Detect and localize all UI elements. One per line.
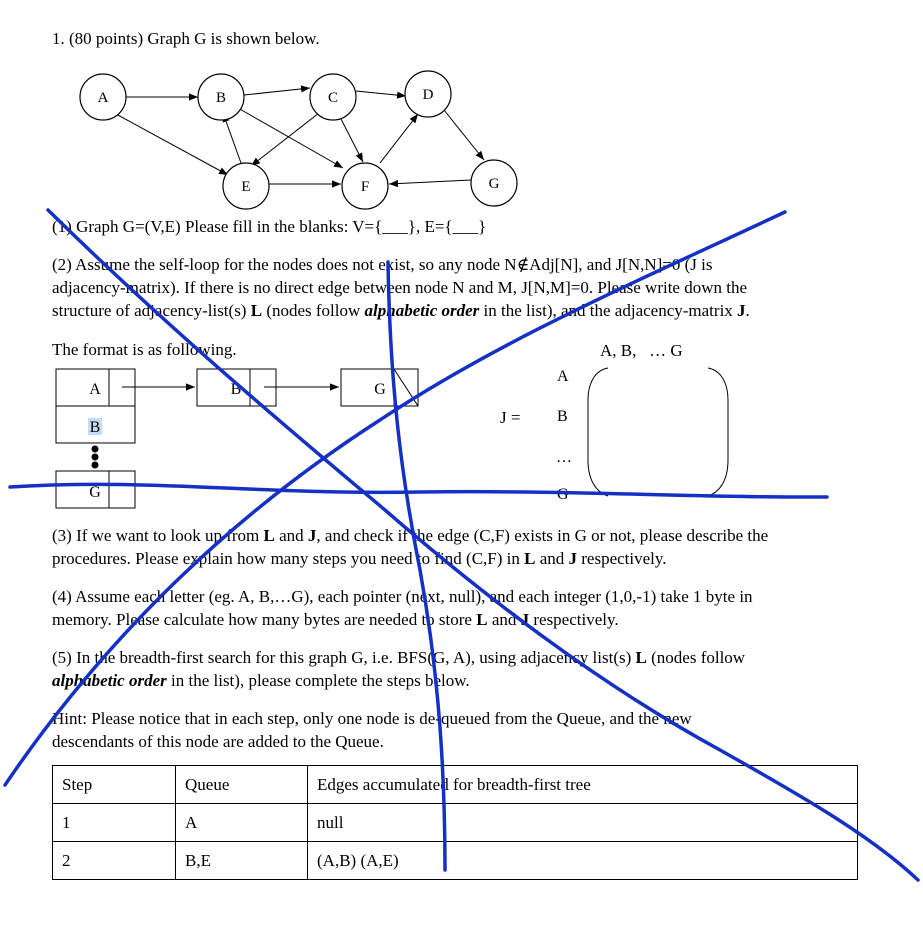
node-label: B	[215, 90, 227, 106]
part-2-line-2: adjacency-matrix). If there is no direct edge between node N and M, J[N,M]=0. Please write down the	[52, 278, 748, 297]
format-label: The format is as following.	[52, 340, 237, 359]
list-label: B	[230, 381, 242, 398]
matrix-row-label: …	[556, 449, 572, 466]
table-header: Edges accumulated for breadth-first tree	[308, 766, 858, 804]
edge-f-d	[380, 114, 418, 163]
part-1: (1) Graph G=(V,E) Please fill in the blanks: V={___}, E={___}	[52, 217, 487, 236]
part-4-line-2: memory. Please calculate how many bytes are needed to store L and J respectively.	[52, 610, 619, 629]
part-4-line-1: (4) Assume each letter (eg. A, B,…G), each pointer (next, null), and each integer (1,0,-1) take 1 byte in	[52, 587, 753, 606]
table-cell: (A,B) (A,E)	[308, 842, 858, 880]
node-label: E	[241, 179, 251, 195]
edge-g-f	[389, 180, 471, 184]
edge-d-g	[444, 110, 484, 160]
table-header: Step	[53, 766, 176, 804]
edge-c-d	[356, 91, 406, 96]
matrix-row-label: A	[557, 368, 569, 385]
table-cell: A	[176, 804, 308, 842]
part-3-line-2: procedures. Please explain how many steps you need to find (C,F) in L and J respectively.	[52, 549, 667, 568]
table-row	[53, 842, 858, 880]
bfs-table	[52, 765, 858, 880]
table-header-row	[53, 766, 858, 804]
part-2-line-3: structure of adjacency-list(s) L (nodes follow alphabetic order in the list), and the adjacency-matrix J.	[52, 301, 750, 320]
node-label: A	[97, 90, 109, 106]
matrix-brackets	[580, 360, 740, 505]
matrix-col-header: A, B, … G	[600, 341, 683, 360]
edge-e-b	[223, 113, 241, 163]
edge-a-e	[116, 114, 228, 175]
node-label: C	[327, 90, 339, 106]
node-label: D	[422, 87, 434, 103]
list-label: A	[89, 381, 101, 398]
hint-line-1: Hint: Please notice that in each step, only one node is de-queued from the Queue, and the new	[52, 709, 692, 728]
table-cell: B,E	[176, 842, 308, 880]
edge-c-f	[340, 117, 363, 162]
part-5-line-2: alphabetic order in the list), please complete the steps below.	[52, 671, 470, 690]
matrix-row-label: G	[557, 486, 569, 503]
list-label: G	[374, 381, 386, 398]
part-2-line-1: (2) Assume the self-loop for the nodes does not exist, so any node N∉Adj[N], and J[N,N]=0 (J is	[52, 255, 713, 274]
part-3-line-1: (3) If we want to look up from L and J, and check if the edge (C,F) exists in G or not, please describe the	[52, 526, 769, 545]
list-label-selected: B	[89, 419, 101, 436]
matrix-row-label: B	[557, 408, 568, 425]
matrix-label: J =	[500, 408, 521, 427]
node-label: F	[360, 179, 370, 195]
graph-nodes	[80, 71, 517, 209]
hint-line-2: descendants of this node are added to the Queue.	[52, 732, 384, 751]
node-label: G	[488, 176, 500, 192]
edge-b-c	[244, 88, 310, 95]
table-cell: 1	[53, 804, 176, 842]
list-label: G	[89, 484, 101, 501]
table-row	[53, 804, 858, 842]
table-cell: 2	[53, 842, 176, 880]
question-title: 1. (80 points) Graph G is shown below.	[52, 29, 320, 48]
graph-diagram	[0, 0, 923, 215]
table-cell: null	[308, 804, 858, 842]
part-5-line-1: (5) In the breadth-first search for this graph G, i.e. BFS(G, A), using adjacency list(s) L (nodes follow	[52, 648, 746, 667]
table-header: Queue	[176, 766, 308, 804]
adjacency-list-diagram	[0, 360, 460, 515]
